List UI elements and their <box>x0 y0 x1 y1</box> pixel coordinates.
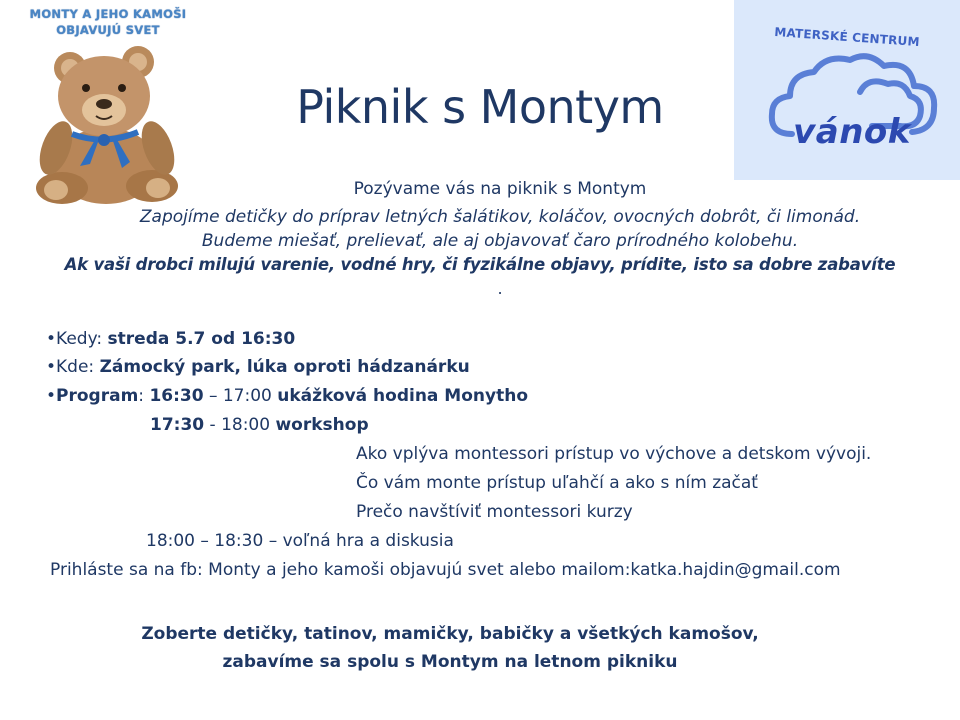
slot1-dash: – 17:00 <box>203 386 278 406</box>
when-line <box>46 329 295 349</box>
bullet: • <box>46 386 57 406</box>
signup-line: Prihláste sa na fb: Monty a jeho kamoši objavujú svet alebo mailom:katka.hajdin@gmail.com <box>50 560 841 580</box>
workshop-topic: Prečo navštíviť montessori kurzy <box>356 502 633 522</box>
program-line <box>46 386 528 406</box>
monty-logo-caption <box>14 6 202 38</box>
where-line <box>46 357 470 377</box>
vanok-name: vánok <box>793 112 911 152</box>
slot1-title: ukážková hodina Monytho <box>277 386 528 406</box>
where-label: Kde: <box>56 357 100 377</box>
highlight-line: Ak vaši drobci milujú varenie, vodné hry, či fyzikálne objavy, prídite, isto sa dobre zabavíte <box>64 255 896 274</box>
invite-line: Pozývame vás na piknik s Montym <box>353 179 647 199</box>
vanok-logo <box>734 0 960 180</box>
program-slot-2 <box>150 415 369 435</box>
page-title: Piknik s Montym <box>296 80 664 134</box>
trailing-dot: . <box>497 279 503 298</box>
workshop-topic: Ako vplýva montessori prístup vo výchove a detskom vývoji. <box>356 444 872 464</box>
closing-line-2: zabavíme sa spolu s Montym na letnom pikniku <box>222 652 678 672</box>
bullet: • <box>46 329 57 349</box>
where-value: Zámocký park, lúka oproti hádzanárku <box>99 357 470 377</box>
vanok-header-text: MATERSKÉ CENTRUM <box>773 24 921 50</box>
when-value: streda 5.7 od 16:30 <box>107 329 296 349</box>
monty-caption-line2: OBJAVUJÚ SVET <box>56 23 160 37</box>
slot2-start: 17:30 <box>150 415 205 435</box>
program-colon: : <box>138 386 150 406</box>
free-play-line: 18:00 – 18:30 – voľná hra a diskusia <box>146 531 454 551</box>
when-label: Kedy: <box>56 329 108 349</box>
monty-caption-line1: MONTY A JEHO KAMOŠI <box>29 7 187 21</box>
workshop-topic: Čo vám monte prístup uľahčí a ako s ním začať <box>356 473 758 493</box>
bullet: • <box>46 357 57 377</box>
slot1-start: 16:30 <box>149 386 204 406</box>
slot2-title: workshop <box>275 415 369 435</box>
description-line-1: Zapojíme detičky do príprav letných šalátikov, koláčov, ovocných dobrôt, či limonád. <box>139 207 861 227</box>
description-line-2: Budeme miešať, prelievať, ale aj objavovať čaro prírodného kolobehu. <box>201 231 799 251</box>
teddy-bear-icon <box>26 38 186 208</box>
slot2-dash: - 18:00 <box>204 415 276 435</box>
program-label: Program <box>56 386 139 406</box>
closing-line-1: Zoberte detičky, tatinov, mamičky, babičky a všetkých kamošov, <box>141 624 759 644</box>
